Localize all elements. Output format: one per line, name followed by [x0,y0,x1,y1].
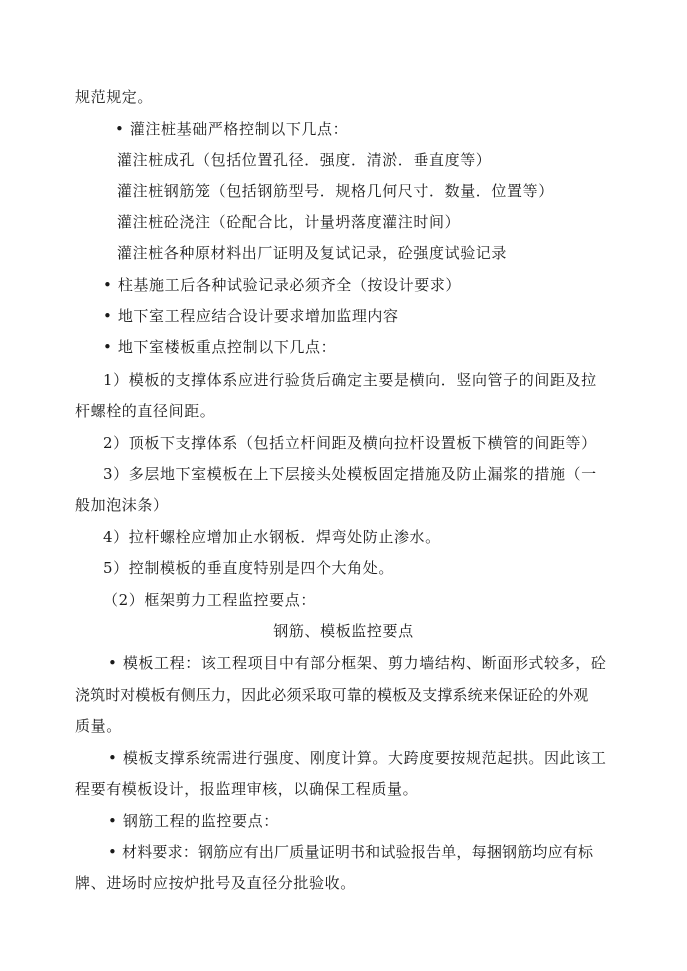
text-line: 浇筑时对模板有侧压力，因此必须采取可靠的模板及支撑系统来保证砼的外观 [75,686,589,704]
bullet-item: • 柱基施工后各种试验记录必须齐全（按设计要求） [103,276,462,294]
sub-item: 灌注桩砼浇注（砼配合比，计量坍落度灌注时间） [117,213,461,231]
text-line: 质量。 [75,717,122,735]
bullet-item: • 灌注桩基础严格控制以下几点： [115,120,349,138]
numbered-item: 5）控制模板的垂直度特别是四个大角处。 [103,559,394,577]
section-heading: （2）框架剪力工程监控要点： [103,591,316,609]
bullet-item: • 地下室楼板重点控制以下几点： [103,338,337,356]
text-line: 规范规定。 [75,88,154,106]
numbered-item: 2）顶板下支撑体系（包括立杆间距及横向拉杆设置板下横管的间距等） [103,434,597,452]
sub-item: 灌注桩成孔（包括位置孔径．强度．清淤．垂直度等） [117,151,492,169]
sub-item: 灌注桩钢筋笼（包括钢筋型号．规格几何尺寸．数量．位置等） [117,182,554,200]
text-line: 牌、进场时应按炉批号及直径分批验收。 [75,874,356,892]
centered-heading: 钢筋、模板监控要点 [273,622,414,640]
numbered-item: 1）模板的支撑体系应进行验货后确定主要是横向．竖向管子的间距及拉 [103,371,597,389]
bullet-item: • 材料要求：钢筋应有出厂质量证明书和试验报告单，每捆钢筋均应有标 [108,843,594,861]
bullet-item: • 钢筋工程的监控要点： [108,812,279,830]
numbered-item: 3）多层地下室模板在上下层接头处模板固定措施及防止漏浆的措施（一 [103,465,597,483]
bullet-item: • 模板工程：该工程项目中有部分框架、剪力墙结构、断面形式较多，砼 [108,654,607,672]
numbered-item: 4）拉杆螺栓应增加止水钢板．焊弯处防止渗水。 [103,528,441,546]
sub-item: 灌注桩各种原材料出厂证明及复试记录，砼强度试验记录 [117,244,508,262]
bullet-item: • 地下室工程应结合设计要求增加监理内容 [103,307,399,325]
text-line: 般加泡沫条） [75,496,169,514]
bullet-item: • 模板支撑系统需进行强度、刚度计算。大跨度要按规范起拱。因此该工 [108,749,607,767]
text-line: 杆螺栓的直径间距。 [75,402,216,420]
text-line: 程要有模板设计，报监理审核，以确保工程质量。 [75,780,419,798]
